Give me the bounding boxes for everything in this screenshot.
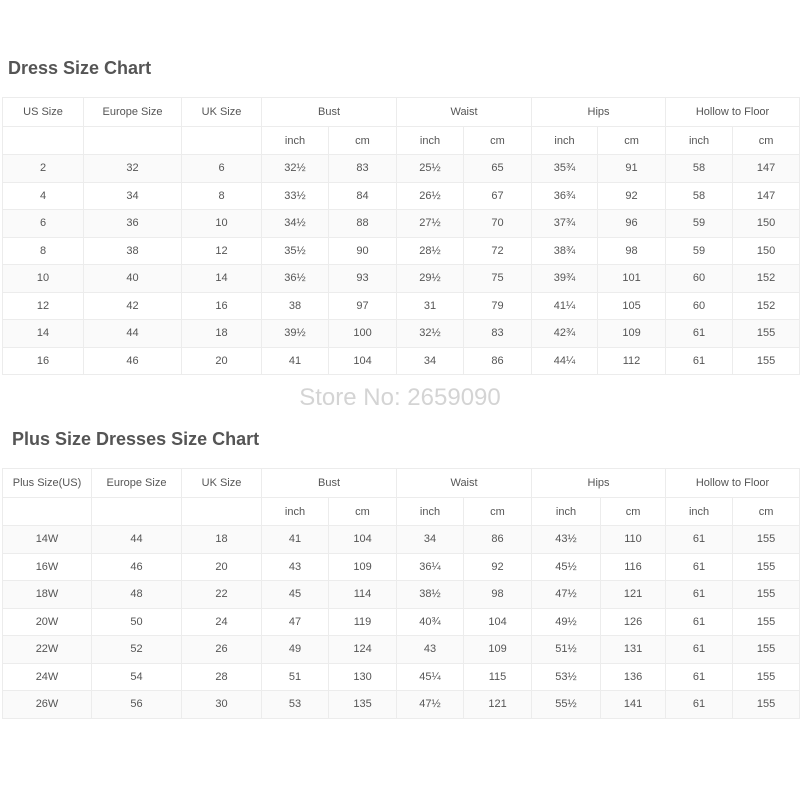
table-cell: 32½ <box>262 155 329 183</box>
table-cell: 37¾ <box>532 210 598 238</box>
table-cell: 51 <box>262 663 329 691</box>
table-cell: 98 <box>598 237 666 265</box>
column-header: Hips <box>532 98 666 127</box>
column-header: Hollow to Floor <box>666 98 800 127</box>
table-cell: 147 <box>733 182 800 210</box>
table-cell: 40¾ <box>397 608 464 636</box>
table-cell: 14 <box>3 320 84 348</box>
table-cell: 47½ <box>532 581 601 609</box>
table-cell: 112 <box>598 347 666 375</box>
empty-cell <box>182 127 262 155</box>
table-cell: 53 <box>262 691 329 719</box>
column-header: UK Size <box>182 469 262 498</box>
table-row <box>3 210 800 238</box>
column-header: Europe Size <box>92 469 182 498</box>
table-cell: 88 <box>329 210 397 238</box>
table-cell: 41 <box>262 347 329 375</box>
table-cell: 96 <box>598 210 666 238</box>
table-cell: 28½ <box>397 237 464 265</box>
table-cell: 43 <box>262 553 329 581</box>
table-row <box>3 182 800 210</box>
table-cell: 47 <box>262 608 329 636</box>
table-cell: 26½ <box>397 182 464 210</box>
table-row <box>3 691 800 719</box>
table-cell: 67 <box>464 182 532 210</box>
table-row <box>3 581 800 609</box>
table-cell: 6 <box>3 210 84 238</box>
empty-cell <box>3 498 92 526</box>
unit-label: inch <box>397 127 464 155</box>
table-cell: 104 <box>329 526 397 554</box>
table-cell: 109 <box>598 320 666 348</box>
store-watermark: Store No: 2659090 <box>299 384 501 411</box>
table-cell: 104 <box>464 608 532 636</box>
table-cell: 18W <box>3 581 92 609</box>
table-cell: 10 <box>3 265 84 293</box>
table-cell: 16 <box>3 347 84 375</box>
table-cell: 49½ <box>532 608 601 636</box>
table-cell: 34 <box>397 347 464 375</box>
table-cell: 42¾ <box>532 320 598 348</box>
table-cell: 48 <box>92 581 182 609</box>
table-cell: 61 <box>666 553 733 581</box>
table-cell: 34½ <box>262 210 329 238</box>
column-header: US Size <box>3 98 84 127</box>
table-cell: 34 <box>84 182 182 210</box>
table-cell: 131 <box>601 636 666 664</box>
table-cell: 30 <box>182 691 262 719</box>
table-cell: 39½ <box>262 320 329 348</box>
dress-size-chart-title: Dress Size Chart <box>8 58 152 78</box>
table-cell: 121 <box>601 581 666 609</box>
table-cell: 155 <box>733 526 800 554</box>
table-cell: 147 <box>733 155 800 183</box>
table-cell: 61 <box>666 636 733 664</box>
table-row <box>3 155 800 183</box>
table-cell: 86 <box>464 347 532 375</box>
column-header: Europe Size <box>84 98 182 127</box>
table-cell: 25½ <box>397 155 464 183</box>
column-header: Bust <box>262 469 397 498</box>
table-cell: 35¾ <box>532 155 598 183</box>
table-cell: 16W <box>3 553 92 581</box>
table-cell: 92 <box>464 553 532 581</box>
table-row <box>3 292 800 320</box>
table-cell: 36¾ <box>532 182 598 210</box>
table-cell: 20W <box>3 608 92 636</box>
table-row <box>3 237 800 265</box>
table-cell: 28 <box>182 663 262 691</box>
table-cell: 155 <box>733 691 800 719</box>
table-cell: 119 <box>329 608 397 636</box>
table-row <box>3 553 800 581</box>
table-cell: 24 <box>182 608 262 636</box>
table-cell: 33½ <box>262 182 329 210</box>
table-cell: 6 <box>182 155 262 183</box>
table-cell: 36½ <box>262 265 329 293</box>
empty-cell <box>84 127 182 155</box>
unit-label: inch <box>262 498 329 526</box>
table-cell: 61 <box>666 663 733 691</box>
empty-cell <box>3 127 84 155</box>
table-cell: 155 <box>733 636 800 664</box>
unit-label: cm <box>464 127 532 155</box>
table-cell: 59 <box>666 210 733 238</box>
table-cell: 38 <box>262 292 329 320</box>
table-cell: 45¼ <box>397 663 464 691</box>
table-cell: 61 <box>666 691 733 719</box>
table-cell: 155 <box>733 320 800 348</box>
unit-row <box>3 498 800 526</box>
table-cell: 46 <box>84 347 182 375</box>
table-cell: 35½ <box>262 237 329 265</box>
table-cell: 18 <box>182 526 262 554</box>
table-cell: 98 <box>464 581 532 609</box>
table-cell: 26W <box>3 691 92 719</box>
table-cell: 53½ <box>532 663 601 691</box>
table-cell: 39¾ <box>532 265 598 293</box>
unit-label: cm <box>601 498 666 526</box>
table-cell: 83 <box>329 155 397 183</box>
table-cell: 97 <box>329 292 397 320</box>
table-cell: 52 <box>92 636 182 664</box>
table-cell: 114 <box>329 581 397 609</box>
table-row <box>3 526 800 554</box>
table-cell: 155 <box>733 553 800 581</box>
table-cell: 55½ <box>532 691 601 719</box>
table-cell: 44 <box>84 320 182 348</box>
table-cell: 43½ <box>532 526 601 554</box>
table-cell: 51½ <box>532 636 601 664</box>
table-cell: 101 <box>598 265 666 293</box>
table-cell: 54 <box>92 663 182 691</box>
table-cell: 12 <box>182 237 262 265</box>
empty-cell <box>182 498 262 526</box>
table-cell: 36¼ <box>397 553 464 581</box>
plus-size-table <box>2 468 800 719</box>
table-row <box>3 265 800 293</box>
table-cell: 45 <box>262 581 329 609</box>
table-cell: 56 <box>92 691 182 719</box>
unit-label: inch <box>262 127 329 155</box>
table-cell: 150 <box>733 210 800 238</box>
table-row <box>3 320 800 348</box>
table-cell: 116 <box>601 553 666 581</box>
unit-label: inch <box>666 498 733 526</box>
table-cell: 26 <box>182 636 262 664</box>
table-cell: 79 <box>464 292 532 320</box>
column-header: UK Size <box>182 98 262 127</box>
table-cell: 110 <box>601 526 666 554</box>
table-cell: 61 <box>666 347 733 375</box>
table-cell: 61 <box>666 581 733 609</box>
table-cell: 20 <box>182 347 262 375</box>
table-cell: 61 <box>666 608 733 636</box>
table-cell: 93 <box>329 265 397 293</box>
column-header: Waist <box>397 469 532 498</box>
table-cell: 58 <box>666 155 733 183</box>
table-cell: 47½ <box>397 691 464 719</box>
table-cell: 41¼ <box>532 292 598 320</box>
table-cell: 18 <box>182 320 262 348</box>
table-cell: 90 <box>329 237 397 265</box>
table-cell: 58 <box>666 182 733 210</box>
table-cell: 155 <box>733 663 800 691</box>
table-cell: 2 <box>3 155 84 183</box>
table-cell: 60 <box>666 292 733 320</box>
table-cell: 61 <box>666 320 733 348</box>
table-cell: 4 <box>3 182 84 210</box>
table-cell: 12 <box>3 292 84 320</box>
table-cell: 42 <box>84 292 182 320</box>
table-cell: 91 <box>598 155 666 183</box>
table-cell: 20 <box>182 553 262 581</box>
table-cell: 109 <box>329 553 397 581</box>
table-cell: 86 <box>464 526 532 554</box>
unit-row <box>3 127 800 155</box>
table-cell: 60 <box>666 265 733 293</box>
table-cell: 24W <box>3 663 92 691</box>
table-cell: 84 <box>329 182 397 210</box>
plus-size-chart-title: Plus Size Dresses Size Chart <box>12 429 260 449</box>
unit-label: inch <box>532 498 601 526</box>
table-row <box>3 608 800 636</box>
table-cell: 155 <box>733 581 800 609</box>
unit-label: inch <box>397 498 464 526</box>
table-cell: 155 <box>733 347 800 375</box>
table-cell: 22W <box>3 636 92 664</box>
table-cell: 109 <box>464 636 532 664</box>
table-cell: 83 <box>464 320 532 348</box>
table-cell: 75 <box>464 265 532 293</box>
table-cell: 38 <box>84 237 182 265</box>
table-cell: 141 <box>601 691 666 719</box>
table-cell: 59 <box>666 237 733 265</box>
table-cell: 14 <box>182 265 262 293</box>
table-row <box>3 663 800 691</box>
table-cell: 10 <box>182 210 262 238</box>
table-cell: 32 <box>84 155 182 183</box>
table-cell: 41 <box>262 526 329 554</box>
table-cell: 31 <box>397 292 464 320</box>
table-cell: 155 <box>733 608 800 636</box>
table-cell: 121 <box>464 691 532 719</box>
column-header: Plus Size(US) <box>3 469 92 498</box>
table-cell: 104 <box>329 347 397 375</box>
table-cell: 150 <box>733 237 800 265</box>
unit-label: cm <box>329 498 397 526</box>
table-cell: 22 <box>182 581 262 609</box>
table-cell: 105 <box>598 292 666 320</box>
unit-label: inch <box>532 127 598 155</box>
unit-label: inch <box>666 127 733 155</box>
table-cell: 46 <box>92 553 182 581</box>
table-cell: 44¼ <box>532 347 598 375</box>
table-row <box>3 347 800 375</box>
table-cell: 135 <box>329 691 397 719</box>
column-header: Waist <box>397 98 532 127</box>
column-header: Hips <box>532 469 666 498</box>
table-cell: 38¾ <box>532 237 598 265</box>
table-cell: 27½ <box>397 210 464 238</box>
table-cell: 45½ <box>532 553 601 581</box>
table-cell: 130 <box>329 663 397 691</box>
dress-size-table <box>2 97 800 375</box>
table-cell: 136 <box>601 663 666 691</box>
table-cell: 115 <box>464 663 532 691</box>
unit-label: cm <box>733 127 800 155</box>
table-cell: 16 <box>182 292 262 320</box>
table-cell: 61 <box>666 526 733 554</box>
table-cell: 44 <box>92 526 182 554</box>
column-header: Hollow to Floor <box>666 469 800 498</box>
table-cell: 38½ <box>397 581 464 609</box>
table-cell: 29½ <box>397 265 464 293</box>
table-cell: 8 <box>182 182 262 210</box>
unit-label: cm <box>329 127 397 155</box>
table-cell: 34 <box>397 526 464 554</box>
table-cell: 8 <box>3 237 84 265</box>
table-row <box>3 636 800 664</box>
table-cell: 40 <box>84 265 182 293</box>
empty-cell <box>92 498 182 526</box>
unit-label: cm <box>733 498 800 526</box>
table-cell: 49 <box>262 636 329 664</box>
header-row <box>3 98 800 127</box>
table-cell: 65 <box>464 155 532 183</box>
table-cell: 14W <box>3 526 92 554</box>
unit-label: cm <box>464 498 532 526</box>
table-cell: 124 <box>329 636 397 664</box>
header-row <box>3 469 800 498</box>
table-cell: 36 <box>84 210 182 238</box>
unit-label: cm <box>598 127 666 155</box>
table-cell: 43 <box>397 636 464 664</box>
table-cell: 152 <box>733 265 800 293</box>
table-cell: 72 <box>464 237 532 265</box>
table-cell: 32½ <box>397 320 464 348</box>
table-cell: 152 <box>733 292 800 320</box>
column-header: Bust <box>262 98 397 127</box>
table-cell: 50 <box>92 608 182 636</box>
table-cell: 92 <box>598 182 666 210</box>
table-cell: 70 <box>464 210 532 238</box>
table-cell: 100 <box>329 320 397 348</box>
table-cell: 126 <box>601 608 666 636</box>
